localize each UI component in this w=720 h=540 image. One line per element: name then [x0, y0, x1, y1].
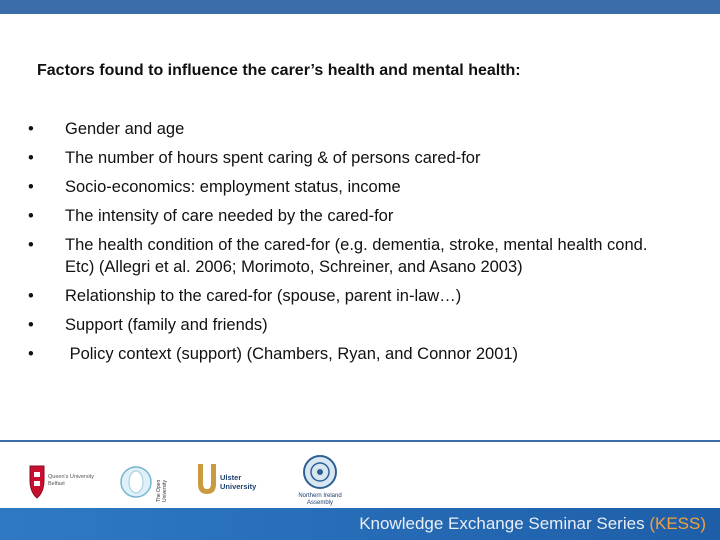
bullet-icon: •	[28, 316, 34, 334]
slide-title: Factors found to influence the carer’s health and mental health:	[37, 62, 521, 79]
list-item	[28, 343, 678, 365]
svg-text:Ulster: Ulster	[220, 473, 242, 482]
bullet-icon: •	[28, 149, 34, 167]
list-item	[28, 314, 678, 336]
list-item-text: The health condition of the cared-for (e.g. dementia, stroke, mental health cond. Etc) (Allegri et al. 2006; Morimoto, Schreiner, and Asano 2003)	[65, 236, 648, 276]
northern-ireland-assembly-logo	[288, 452, 352, 508]
section-divider	[0, 440, 720, 442]
svg-text:Northern Ireland: Northern Ireland	[298, 493, 342, 499]
list-item	[28, 118, 678, 140]
list-item	[28, 176, 678, 198]
list-item	[28, 205, 678, 227]
seminar-series-name: Knowledge Exchange Seminar Series	[359, 514, 645, 533]
bullet-icon: •	[28, 287, 34, 305]
list-item-text: Policy context (support) (Chambers, Ryan, and Connor 2001)	[65, 345, 519, 363]
list-item-text: Support (family and friends)	[65, 316, 268, 334]
svg-text:The Open: The Open	[156, 479, 162, 502]
svg-text:University: University	[162, 480, 168, 502]
list-item	[28, 147, 678, 169]
svg-text:Belfast: Belfast	[48, 481, 65, 487]
bullet-icon: •	[28, 120, 34, 138]
bullet-icon: •	[28, 345, 34, 363]
list-item-text: Socio-economics: employment status, income	[65, 178, 401, 196]
list-item	[28, 285, 678, 307]
bullet-icon: •	[28, 236, 34, 254]
footer-bar	[0, 508, 720, 540]
list-item-text: The intensity of care needed by the cared-for	[65, 207, 394, 225]
queens-university-belfast-logo	[28, 462, 98, 502]
list-item-text: The number of hours spent caring & of persons cared-for	[65, 149, 481, 167]
bullet-icon: •	[28, 207, 34, 225]
seminar-series-abbr: (KESS)	[649, 514, 706, 533]
seminar-series-title	[359, 514, 706, 534]
list-item-text: Gender and age	[65, 120, 185, 138]
svg-text:University: University	[220, 482, 257, 491]
factors-list	[28, 118, 678, 372]
svg-text:Queen's University: Queen's University	[48, 474, 94, 480]
ulster-university-logo	[195, 460, 265, 500]
svg-text:Assembly: Assembly	[306, 500, 334, 506]
open-university-logo	[118, 458, 170, 508]
bullet-icon: •	[28, 178, 34, 196]
top-accent-bar	[0, 0, 720, 14]
list-item	[28, 234, 678, 278]
list-item-text: Relationship to the cared-for (spouse, parent in-law…)	[65, 287, 462, 305]
